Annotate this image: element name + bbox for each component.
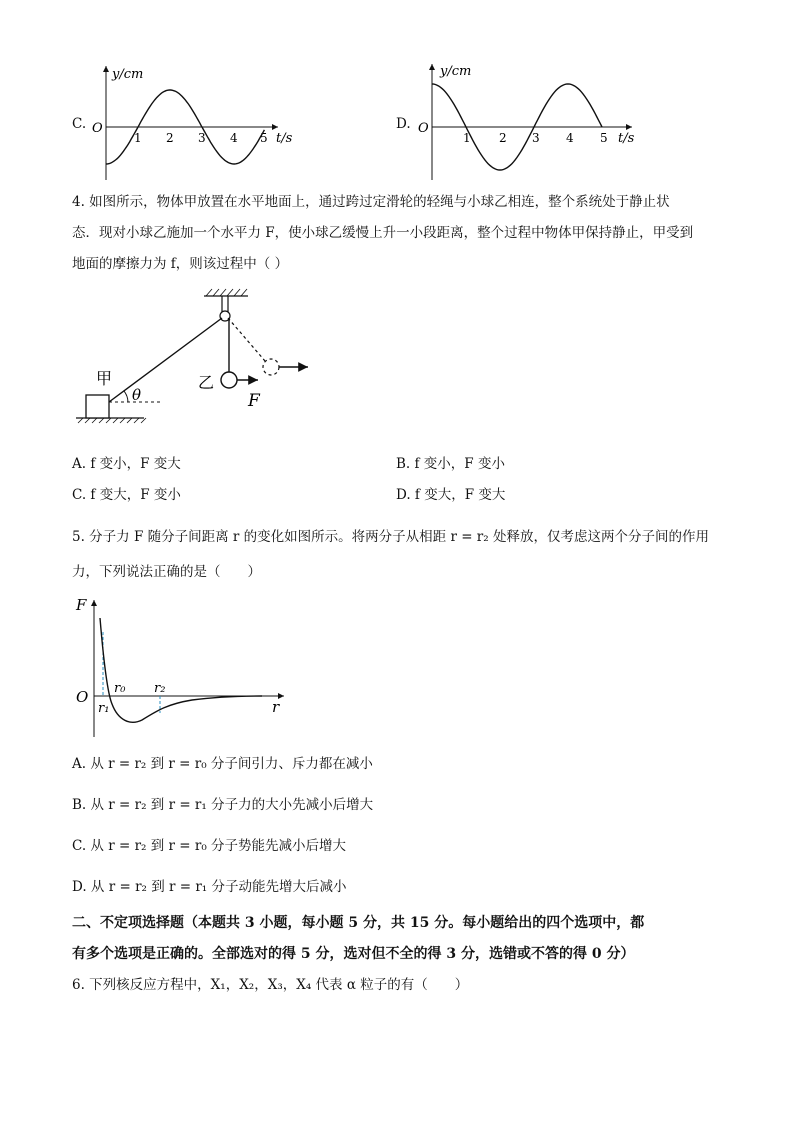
tick-label: 4 [566,131,574,145]
q4-option-c[interactable]: C. f 变大，F 变小 [72,487,181,503]
label-jia: 甲 [96,369,113,388]
ceiling-hatching [206,289,247,296]
rope-dashed [228,318,265,361]
y-axis-label: y/cm [112,67,144,82]
q4-stem-line2: 态．现对小球乙施加一个水平力 F，使小球乙缓慢上升一小段距离，整个过程中物体甲保持静止，甲受到 [72,225,694,241]
ground-hatching [78,418,146,423]
label-theta: θ [132,386,142,404]
q6-stem-line1: 6. 下列核反应方程中，X₁，X₂，X₃，X₄ 代表 α 粒子的有（ ） [72,977,469,993]
q4-stem-line3: 地面的摩擦力为 f，则该过程中（ ） [72,256,289,272]
tick-label: 4 [230,131,238,145]
x-axis-label: t/s [276,131,293,146]
option-d-label: D. [396,116,411,132]
graph-option-c [88,60,298,185]
section-2-heading-line2: 有多个选项是正确的。全部选对的得 5 分，选对但不全的得 3 分，选错或不答的得 0 分） [72,946,635,962]
r2-label: r₂ [154,681,166,696]
tick-label: 2 [166,131,174,145]
force-curve [100,618,262,722]
q4-option-d[interactable]: D. f 变大，F 变大 [396,487,506,503]
graph-option-d [414,60,644,185]
q5-option-b[interactable]: B. 从 r = r₂ 到 r = r₁ 分子力的大小先减小后增大 [72,797,374,813]
section-2-heading-line1: 二、不定项选择题（本题共 3 小题，每小题 5 分，共 15 分。每小题给出的四个选项中，都 [72,915,645,931]
q5-option-d[interactable]: D. 从 r = r₂ 到 r = r₁ 分子动能先增大后减小 [72,879,347,895]
r1-label: r₁ [98,701,110,716]
tick-label: 3 [198,131,206,145]
tick-label: 2 [499,131,507,145]
label-force: F [248,391,260,411]
x-axis-label: r [272,698,280,716]
ball-yi [221,372,237,388]
tick-label: 5 [600,131,608,145]
q4-option-b[interactable]: B. f 变小，F 变小 [396,456,505,472]
r0-label: r₀ [114,681,126,696]
pulley-system-figure [72,284,322,424]
origin-label: O [76,688,89,706]
x-axis-label: t/s [618,131,635,146]
block-jia [86,395,109,418]
origin-label: O [92,121,103,136]
displaced-ball [263,359,279,375]
y-axis-label: F [76,596,87,614]
tick-label: 1 [463,131,471,145]
origin-label: O [418,121,429,136]
option-c-label: C. [72,116,87,132]
q5-option-c[interactable]: C. 从 r = r₂ 到 r = r₀ 分子势能先减小后增大 [72,838,347,854]
y-axis-label: y/cm [440,64,472,79]
tick-label: 5 [260,131,268,145]
q5-option-a[interactable]: A. 从 r = r₂ 到 r = r₀ 分子间引力、斥力都在减小 [72,756,373,772]
molecular-force-graph [72,592,297,742]
label-yi: 乙 [198,373,215,392]
tick-label: 1 [134,131,142,145]
q5-stem-line2: 力，下列说法正确的是（ ） [72,564,261,580]
q5-stem-line1: 5. 分子力 F 随分子间距离 r 的变化如图所示。将两分子从相距 r = r₂ 处释放，仅考虑这两个分子间的作用 [72,529,709,545]
tick-label: 3 [532,131,540,145]
q4-stem-line1: 4. 如图所示，物体甲放置在水平地面上，通过跨过定滑轮的轻绳与小球乙相连，整个系统处于静止状 [72,194,670,210]
q4-option-a[interactable]: A. f 变小，F 变大 [72,456,181,472]
